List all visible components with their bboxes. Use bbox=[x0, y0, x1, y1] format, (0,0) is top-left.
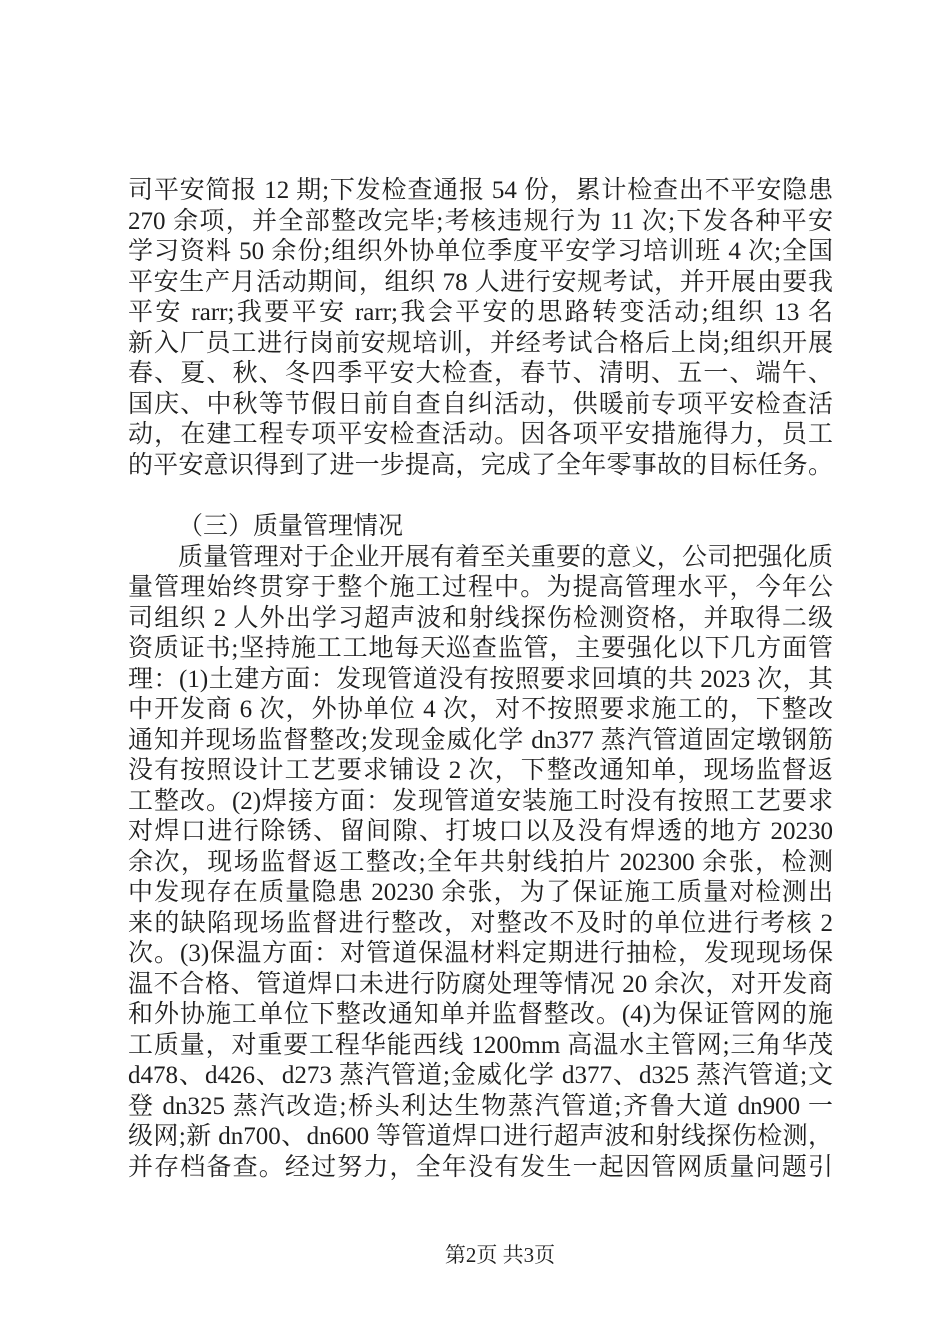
text-line: 级网;新 dn700、dn600 等管道焊口进行超声波和射线探伤检测， bbox=[128, 1123, 833, 1150]
text-line: 的平安意识得到了进一步提高，完成了全年零事故的目标任务。 bbox=[128, 451, 833, 479]
text-line: 没有按照设计工艺要求铺设 2 次，下整改通知单，现场监督返 bbox=[128, 757, 833, 784]
text-line: 余次，现场监督返工整改;全年共射线拍片 202300 余张，检测 bbox=[128, 848, 833, 876]
text-line: 中开发商 6 次，外协单位 4 次，对不按照要求施工的，下整改 bbox=[128, 696, 833, 723]
text-line: 资质证书;坚持施工工地每天巡查监管，主要强化以下几方面管 bbox=[128, 635, 833, 662]
text-line: 学习资料 50 余份;组织外协单位季度平安学习培训班 4 次;全国 bbox=[128, 238, 833, 265]
text-line: 登 dn325 蒸汽改造;桥头利达生物蒸汽管道;齐鲁大道 dn900 一 bbox=[128, 1092, 833, 1120]
text-line: d478、d426、d273 蒸汽管道;金威化学 d377、d325 蒸汽管道;文 bbox=[128, 1062, 833, 1089]
text-line: 质量管理对于企业开展有着至关重要的意义，公司把强化质 bbox=[178, 543, 833, 571]
text-line: 工整改。(2)焊接方面：发现管道安装施工时没有按照工艺要求 bbox=[128, 787, 833, 815]
text-line: 平安生产月活动期间，组织 78 人进行安规考试，并开展由要我 bbox=[128, 268, 833, 296]
text-line: 通知并现场监督整改;发现金威化学 dn377 蒸汽管道固定墩钢筋 bbox=[128, 726, 833, 754]
text-line: 并存档备查。经过努力，全年没有发生一起因管网质量问题引 bbox=[128, 1153, 833, 1181]
text-line: 平安 rarr;我要平安 rarr;我会平安的思路转变活动;组织 13 名 bbox=[128, 299, 833, 326]
blank-line bbox=[128, 481, 833, 512]
section-heading: （三）质量管理情况 bbox=[178, 513, 404, 540]
page-number: 第2页 共3页 bbox=[444, 1243, 556, 1267]
text-line: 工质量，对重要工程华能西线 1200mm 高温水主管网;三角华茂 bbox=[128, 1031, 833, 1059]
text-line: 司平安简报 12 期;下发检查通报 54 份，累计检查出不平安隐患 bbox=[128, 177, 833, 204]
text-line: 司组织 2 人外出学习超声波和射线探伤检测资格，并取得二级 bbox=[128, 604, 833, 632]
text-line: 次。(3)保温方面：对管道保温材料定期进行抽检，发现现场保 bbox=[128, 940, 833, 967]
page-body-text bbox=[128, 176, 833, 1183]
page-footer bbox=[0, 1243, 950, 1267]
text-line: 270 余项，并全部整改完毕;考核违规行为 11 次;下发各种平安 bbox=[128, 207, 833, 235]
text-line: 理：(1)土建方面：发现管道没有按照要求回填的共 2023 次，其 bbox=[128, 665, 833, 693]
text-line: 新入厂员工进行岗前安规培训，并经考试合格后上岗;组织开展 bbox=[128, 329, 833, 357]
text-line: 对焊口进行除锈、留间隙、打坡口以及没有焊透的地方 20230 bbox=[128, 818, 833, 845]
text-line: 来的缺陷现场监督进行整改，对整改不及时的单位进行考核 2 bbox=[128, 909, 833, 937]
text-line: 量管理始终贯穿于整个施工过程中。为提高管理水平，今年公 bbox=[128, 574, 833, 601]
text-line: 国庆、中秋等节假日前自查自纠活动，供暖前专项平安检查活 bbox=[128, 390, 833, 418]
text-line: 和外协施工单位下整改通知单并监督整改。(4)为保证管网的施 bbox=[128, 1001, 833, 1028]
text-line: 中发现存在质量隐患 20230 余张，为了保证施工质量对检测出 bbox=[128, 879, 833, 906]
text-line: 春、夏、秋、冬四季平安大检查，春节、清明、五一、端午、 bbox=[128, 360, 833, 387]
text-line: 温不合格、管道焊口未进行防腐处理等情况 20 余次，对开发商 bbox=[128, 970, 833, 998]
text-line: 动，在建工程专项平安检查活动。因各项平安措施得力，员工 bbox=[128, 421, 833, 448]
